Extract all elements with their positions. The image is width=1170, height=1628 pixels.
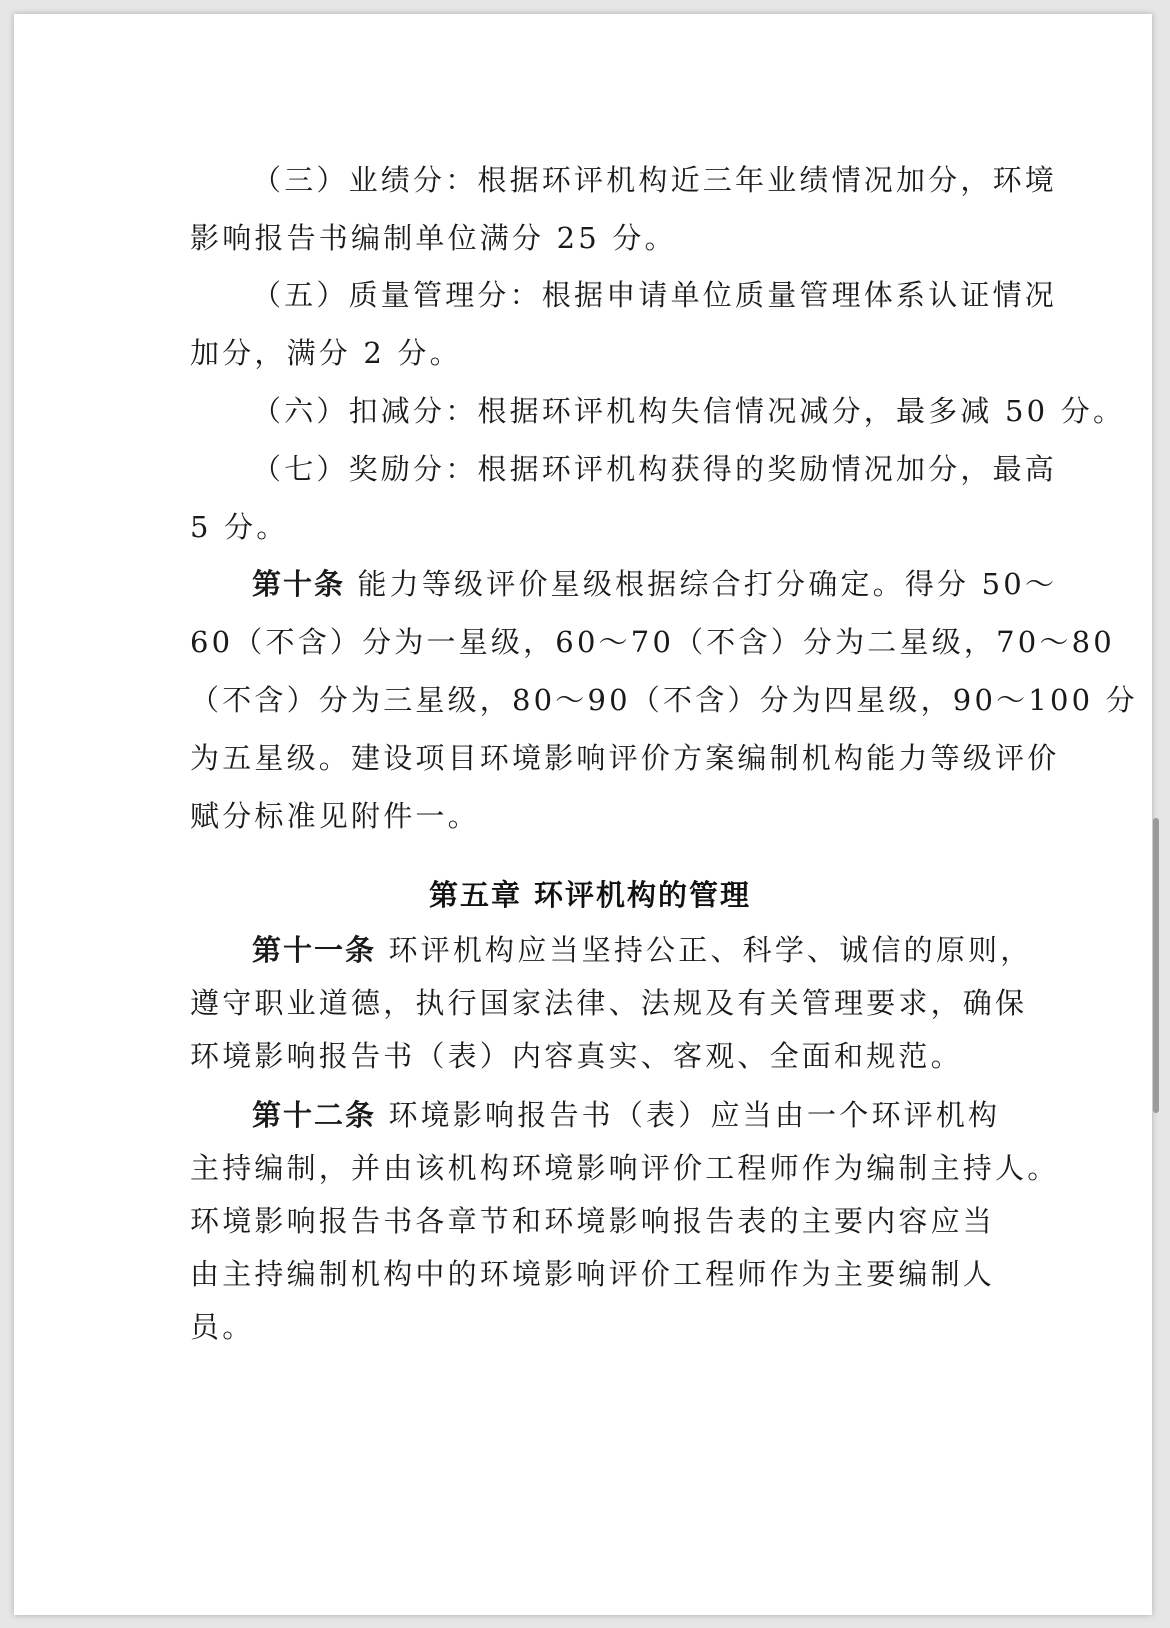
article-11-line [252, 930, 1052, 970]
paragraph-line: 主持编制，并由该机构环境影响评价工程师作为编制主持人。 [190, 1151, 1060, 1185]
paragraph-line: 员。 [190, 1310, 255, 1344]
paragraph-line: （不含）分为三星级，80～90（不含）分为四星级，90～100 分 [190, 683, 1138, 717]
paragraph-line: 5 分。 [190, 510, 289, 544]
paragraph-line: 环境影响报告书各章节和环境影响报告表的主要内容应当 [190, 1204, 996, 1238]
vertical-scrollbar[interactable] [1153, 818, 1159, 1113]
article-12-label: 第十二条 [252, 1098, 377, 1132]
paragraph-line: 加分，满分 2 分。 [190, 336, 462, 370]
paragraph-line: 为五星级。建设项目环境影响评价方案编制机构能力等级评价 [190, 741, 1060, 775]
article-11-text: 环评机构应当坚持公正、科学、诚信的原则， [388, 933, 1033, 967]
paragraph-line: （三）业绩分：根据环评机构近三年业绩情况加分，环境 [252, 163, 1058, 197]
paragraph-line: （五）质量管理分：根据申请单位质量管理体系认证情况 [252, 278, 1058, 312]
article-10-label: 第十条 [252, 567, 346, 601]
article-11-label: 第十一条 [252, 933, 377, 967]
article-12-line [252, 1095, 1052, 1135]
article-10-text: 能力等级评价星级根据综合打分确定。得分 50～ [357, 567, 1058, 601]
paragraph-line: 赋分标准见附件一。 [190, 799, 480, 833]
paragraph-line: 由主持编制机构中的环境影响评价工程师作为主要编制人 [190, 1257, 996, 1291]
article-10-line [252, 564, 1058, 604]
paragraph-line: （六）扣减分：根据环评机构失信情况减分，最多减 50 分。 [252, 394, 1126, 428]
paragraph-line: 遵守职业道德，执行国家法律、法规及有关管理要求，确保 [190, 986, 1028, 1020]
paragraph-line: 环境影响报告书（表）内容真实、客观、全面和规范。 [190, 1039, 963, 1073]
paragraph-line: 60（不含）分为一星级，60～70（不含）分为二星级，70～80 [190, 625, 1115, 659]
paragraph-line: （七）奖励分：根据环评机构获得的奖励情况加分，最高 [252, 452, 1058, 486]
chapter-heading: 第五章 环评机构的管理 [428, 878, 752, 912]
article-12-text: 环境影响报告书（表）应当由一个环评机构 [388, 1098, 1001, 1132]
paragraph-line: 影响报告书编制单位满分 25 分。 [190, 221, 677, 255]
